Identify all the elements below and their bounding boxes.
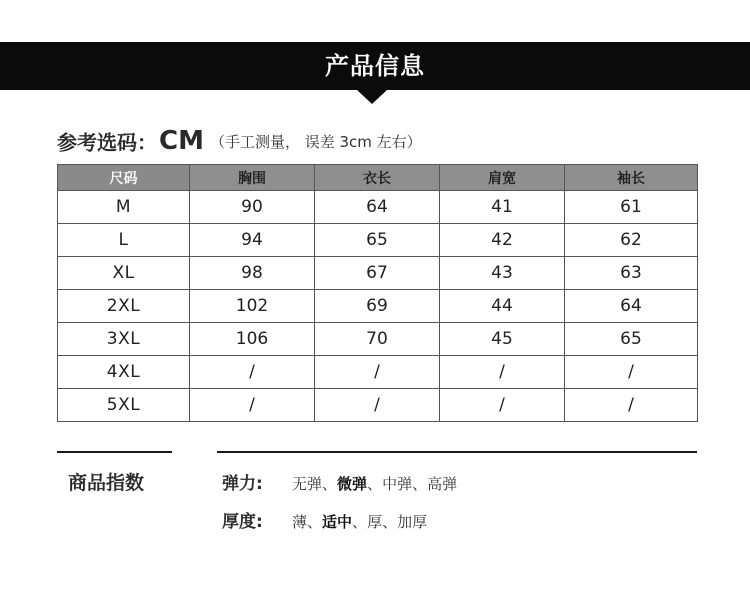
elasticity-separator: 、 (322, 475, 338, 493)
size-heading-label: 参考选码： (57, 130, 157, 155)
cell-length: / (315, 356, 440, 389)
cell-sleeve: 62 (565, 224, 698, 257)
table-header-row (58, 165, 698, 191)
cell-length: / (315, 389, 440, 422)
cell-sleeve: / (565, 389, 698, 422)
banner-notch (357, 90, 387, 104)
header-size: 尺码 (58, 165, 190, 191)
cell-length: 69 (315, 290, 440, 323)
cell-size: M (58, 191, 190, 224)
table-row (58, 389, 698, 422)
table-row (58, 356, 698, 389)
thickness-separator: 、 (382, 513, 398, 531)
table-row (58, 290, 698, 323)
thickness-option: 适中 (322, 513, 353, 531)
thickness-option: 加厚 (397, 513, 428, 531)
thickness-option: 厚 (367, 513, 383, 531)
thickness-row (222, 507, 427, 533)
cell-chest: 98 (190, 257, 315, 290)
size-heading (57, 126, 422, 158)
cell-sleeve: 65 (565, 323, 698, 356)
header-sleeve: 袖长 (565, 165, 698, 191)
size-table (57, 164, 698, 422)
cell-sleeve: 63 (565, 257, 698, 290)
table-row (58, 323, 698, 356)
cell-length: 67 (315, 257, 440, 290)
banner-title: 产品信息 (325, 52, 425, 80)
cell-sleeve: / (565, 356, 698, 389)
cell-chest: / (190, 389, 315, 422)
table-row (58, 224, 698, 257)
cell-shoulder: / (440, 389, 565, 422)
thickness-options (292, 512, 427, 531)
divider-right (217, 451, 697, 453)
cell-size: 5XL (58, 389, 190, 422)
cell-chest: / (190, 356, 315, 389)
elasticity-separator: 、 (412, 475, 428, 493)
divider-left (57, 451, 172, 453)
cell-shoulder: 44 (440, 290, 565, 323)
cell-shoulder: 42 (440, 224, 565, 257)
cell-chest: 102 (190, 290, 315, 323)
title-banner (0, 42, 750, 90)
product-index-title: 商品指数 (68, 472, 145, 494)
cell-length: 64 (315, 191, 440, 224)
table-row (58, 191, 698, 224)
elasticity-options (292, 474, 457, 493)
cell-shoulder: 43 (440, 257, 565, 290)
cell-size: 2XL (58, 290, 190, 323)
cell-chest: 90 (190, 191, 315, 224)
size-heading-unit: CM (159, 126, 204, 156)
cell-size: XL (58, 257, 190, 290)
cell-size: L (58, 224, 190, 257)
header-chest: 胸围 (190, 165, 315, 191)
thickness-separator: 、 (307, 513, 323, 531)
size-heading-note: （手工测量， 误差 3cm 左右） (209, 132, 422, 151)
cell-chest: 94 (190, 224, 315, 257)
elasticity-option: 中弹 (382, 475, 413, 493)
elasticity-label: 弹力: (222, 474, 263, 494)
table-row (58, 257, 698, 290)
header-length: 衣长 (315, 165, 440, 191)
cell-length: 65 (315, 224, 440, 257)
cell-sleeve: 61 (565, 191, 698, 224)
elasticity-option: 微弹 (337, 475, 368, 493)
cell-length: 70 (315, 323, 440, 356)
thickness-option: 薄 (292, 513, 308, 531)
cell-size: 3XL (58, 323, 190, 356)
header-shoulder: 肩宽 (440, 165, 565, 191)
cell-shoulder: 45 (440, 323, 565, 356)
cell-shoulder: 41 (440, 191, 565, 224)
thickness-separator: 、 (352, 513, 368, 531)
cell-chest: 106 (190, 323, 315, 356)
cell-size: 4XL (58, 356, 190, 389)
cell-sleeve: 64 (565, 290, 698, 323)
elasticity-row (222, 469, 457, 495)
elasticity-option: 无弹 (292, 475, 323, 493)
cell-shoulder: / (440, 356, 565, 389)
thickness-label: 厚度: (222, 512, 263, 532)
elasticity-separator: 、 (367, 475, 383, 493)
elasticity-option: 高弹 (427, 475, 458, 493)
